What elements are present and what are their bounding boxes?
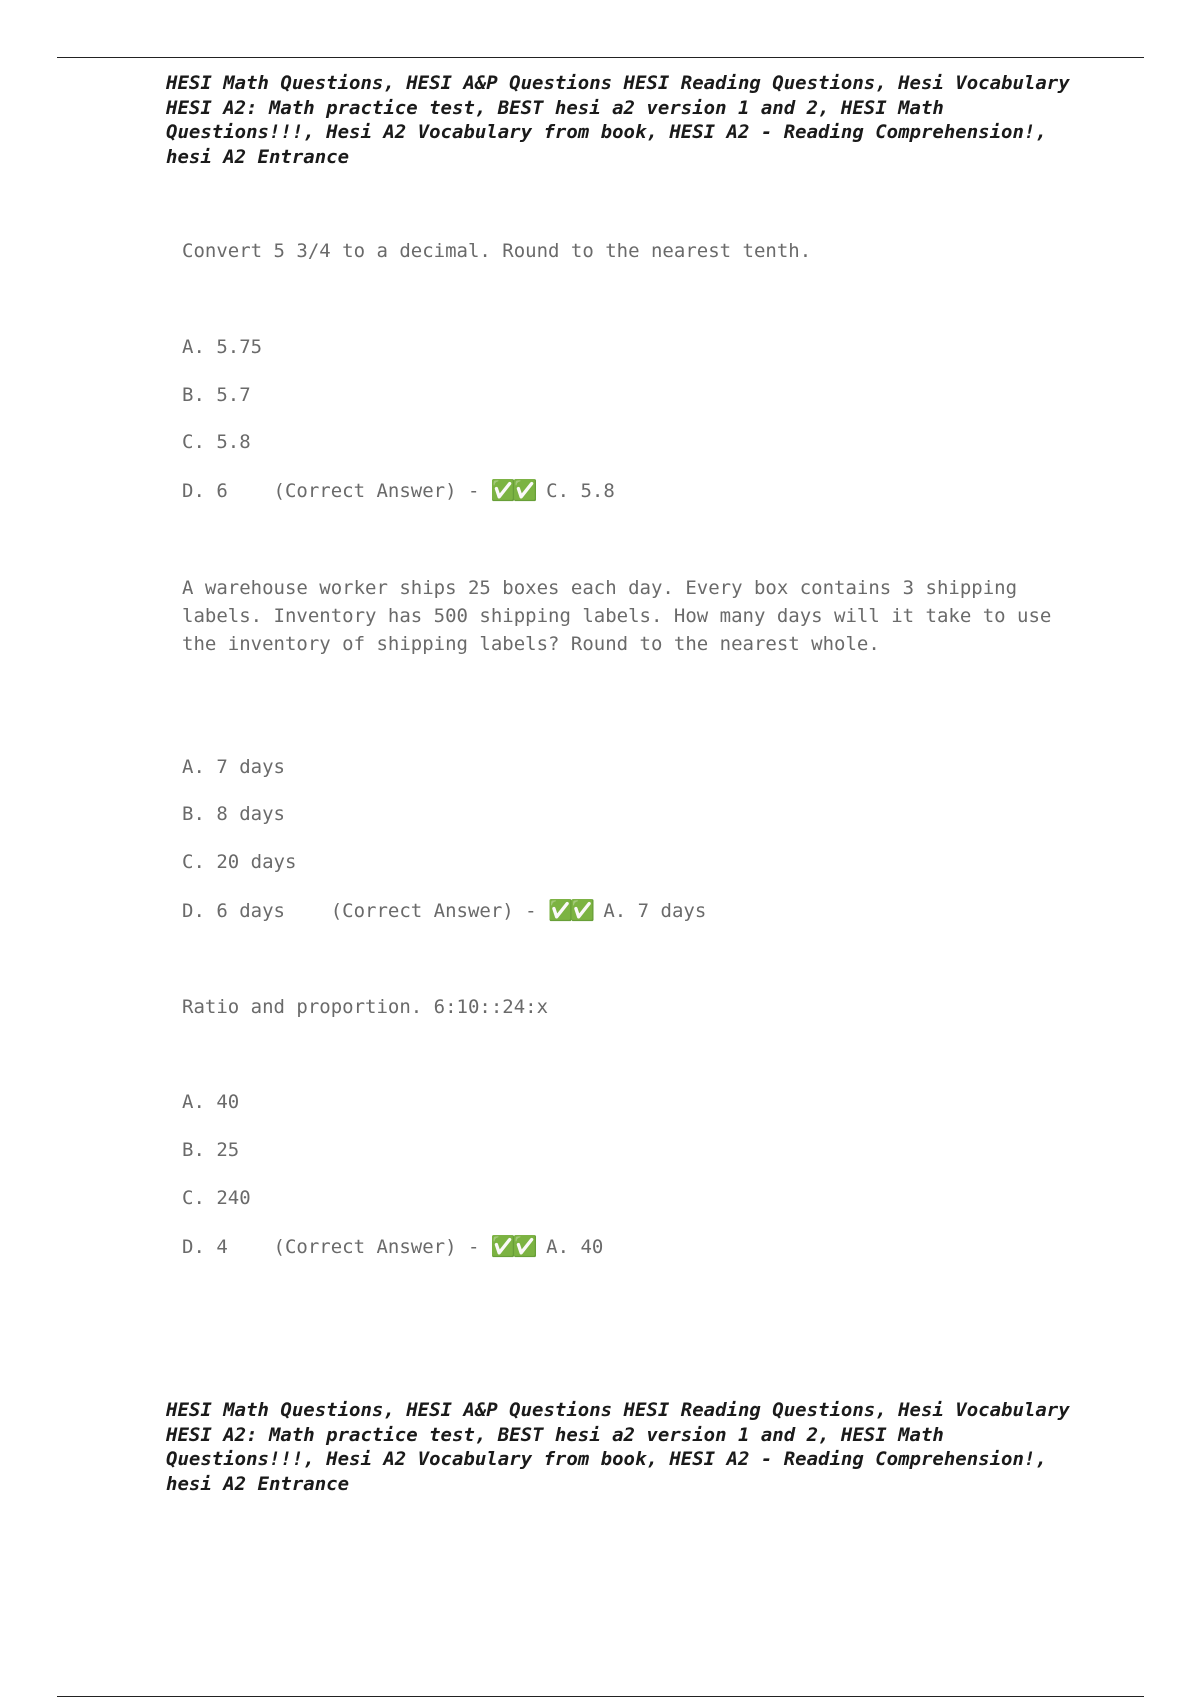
question-2-correct-label: (Correct Answer) - [330, 900, 537, 922]
double-check-icon: ✅✅ [490, 1234, 535, 1258]
question-2-option-b: B. 8 days [182, 803, 285, 825]
double-check-icon: ✅✅ [548, 898, 592, 922]
question-1-option-d: D. 6 [182, 480, 228, 502]
question-1-option-a: A. 5.75 [182, 336, 263, 358]
question-2-prompt: A warehouse worker ships 25 boxes each day. Every box contains 3 shipping labels. Inventory has 500 shipping labels. How many days will it take to use the inventory of shipping labels? Round to the nearest whole. [182, 577, 1052, 655]
question-1-prompt: Convert 5 3/4 to a decimal. Round to the nearest tenth. [182, 240, 812, 262]
question-3-prompt: Ratio and proportion. 6:10::24:x [182, 996, 549, 1018]
question-2-option-a: A. 7 days [182, 756, 285, 778]
question-1-correct-label: (Correct Answer) - [273, 480, 480, 502]
page-header-title: HESI Math Questions, HESI A&P Questions HESI Reading Questions, Hesi Vocabulary HESI A2: Math practice test, BEST hesi a2 version 1 and 2, HESI Math Questions!!!, Hesi A2 Vocabulary from book, HESI A2 - Reading Comprehension!, hesi A2 Entrance [166, 72, 1070, 168]
question-2-option-d: D. 6 days [182, 900, 285, 922]
question-2-option-c: C. 20 days [182, 851, 297, 873]
question-3-correct-value: A. 40 [546, 1236, 604, 1258]
question-2-correct-value: A. 7 days [603, 900, 707, 922]
question-3-option-a: A. 40 [182, 1091, 240, 1113]
question-3-option-d: D. 4 [182, 1236, 228, 1258]
top-rule [57, 57, 1144, 58]
page-footer-title: HESI Math Questions, HESI A&P Questions HESI Reading Questions, Hesi Vocabulary HESI A2: Math practice test, BEST hesi a2 version 1 and 2, HESI Math Questions!!!, Hesi A2 Vocabulary from book, HESI A2 - Reading Comprehension!, hesi A2 Entrance [166, 1399, 1070, 1495]
question-1-option-c: C. 5.8 [182, 431, 251, 453]
question-1-correct-value: C. 5.8 [546, 480, 615, 502]
question-3-option-b: B. 25 [182, 1139, 240, 1161]
bottom-rule [57, 1696, 1144, 1697]
question-3-option-c: C. 240 [182, 1187, 251, 1209]
question-3-correct-label: (Correct Answer) - [273, 1236, 480, 1258]
question-3-option-d-row [182, 1232, 603, 1261]
question-2-option-d-row [182, 896, 706, 925]
double-check-icon: ✅✅ [490, 478, 535, 502]
question-1-option-d-row [182, 476, 615, 505]
question-1-option-b: B. 5.7 [182, 384, 251, 406]
